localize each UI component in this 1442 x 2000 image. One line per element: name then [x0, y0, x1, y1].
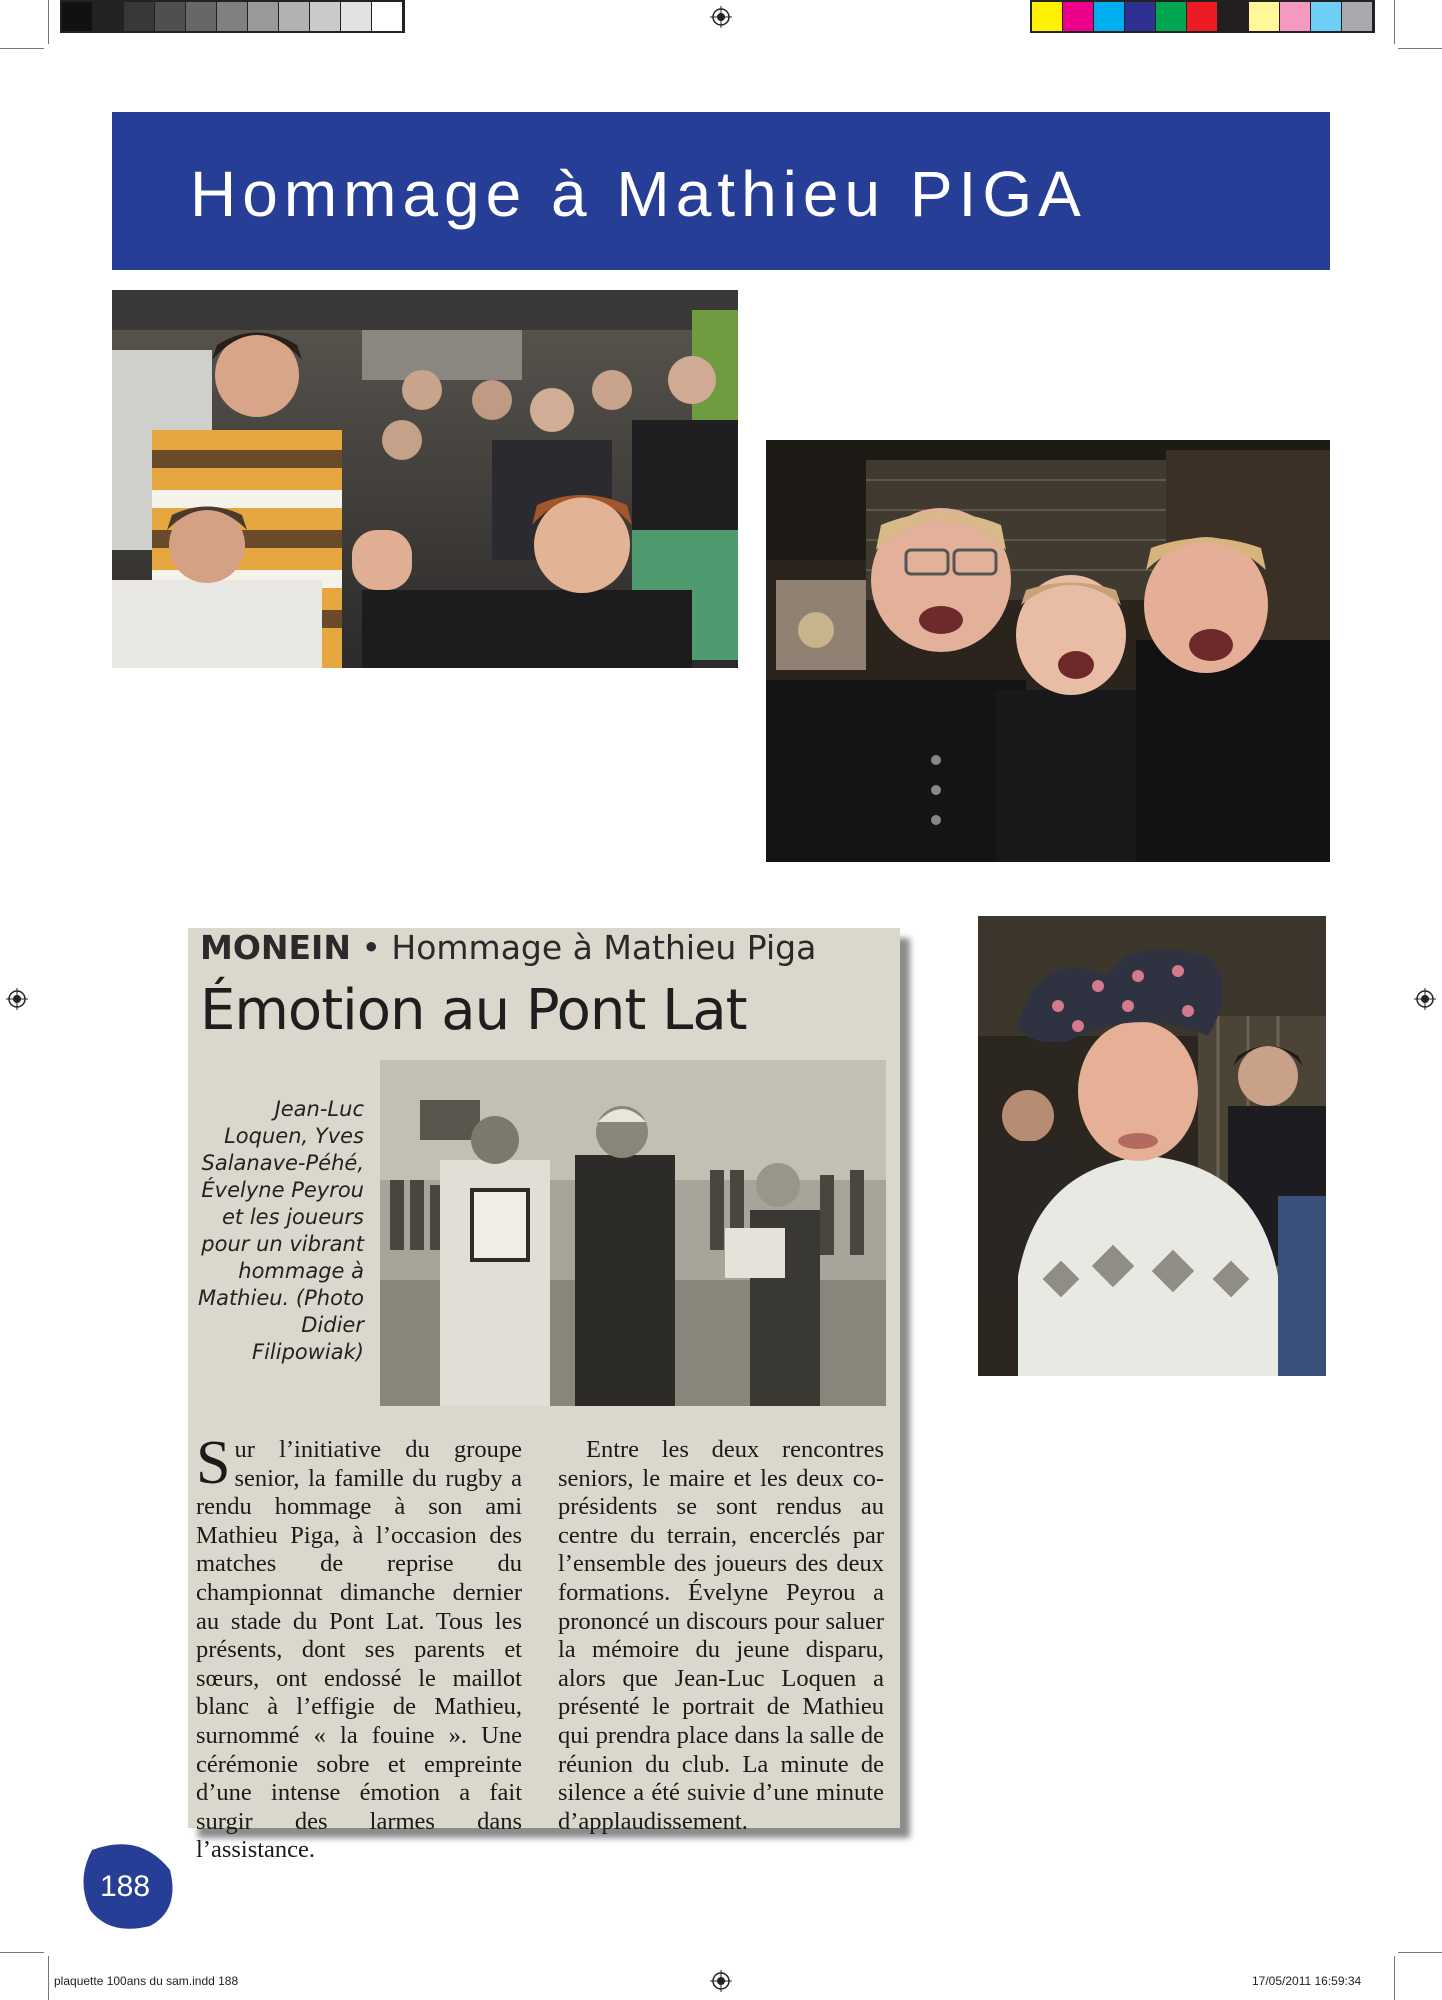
clipping-column-1-text: ur l’initiative du groupe senior, la famille du rugby a rendu hommage à son ami Mathieu Piga, à l’occasion des matches de reprise du championnat dimanche dernier au stade du Pont Lat. Tous les présents, dont ses parents et sœurs, ont endossé le maillot blanc à l’effigie de Mathieu, surnommé « la fouine ». Une cérémonie sobre et empreinte d’une intense émotion a fait surgir des larmes dans l’assistance. — [196, 1436, 522, 1864]
crop-mark — [0, 1952, 44, 1953]
gray-swatch-6 — [217, 2, 248, 31]
crop-mark — [48, 0, 49, 44]
crop-mark — [48, 1956, 49, 2000]
gray-swatch-10 — [341, 2, 372, 31]
registration-mark-top — [710, 6, 732, 28]
title-banner — [112, 112, 1330, 270]
clipping-headline: Émotion au Pont Lat — [200, 978, 747, 1043]
color-swatch-7 — [1218, 2, 1249, 31]
color-swatch-4 — [1125, 2, 1156, 31]
clipping-dropcap: S — [196, 1429, 231, 1497]
crop-mark — [1398, 1952, 1442, 1953]
color-swatch-5 — [1156, 2, 1187, 31]
clipping-kicker — [200, 928, 816, 967]
page-title: Hommage à Mathieu PIGA — [190, 158, 1087, 230]
clipping-photo-ceremony — [380, 1060, 886, 1406]
gray-swatch-5 — [186, 2, 217, 31]
gray-swatch-9 — [310, 2, 341, 31]
color-swatch-8 — [1249, 2, 1280, 31]
photo-man-with-hat — [978, 916, 1326, 1376]
gray-swatch-1 — [62, 2, 93, 31]
color-swatch-6 — [1187, 2, 1218, 31]
color-swatch-bar — [1030, 0, 1375, 33]
clipping-article-column-2: Entre les deux rencontres seniors, le maire et les deux co-présidents se sont rendus au centre du terrain, encerclés par l’ensemble des joueurs des deux formations. Évelyne Peyrou a prononcé un discours pour saluer la mémoire du jeune disparu, alors que Jean-Luc Loquen a présenté le portrait de Mathieu qui prendra place dans la salle de réunion du club. La minute de silence a été suivie d’une minute d’applaudissement. — [558, 1436, 884, 1835]
photo-bus-group — [112, 290, 738, 668]
clipping-article-column-1 — [196, 1429, 522, 1865]
crop-mark — [1398, 48, 1442, 49]
gray-swatch-8 — [279, 2, 310, 31]
crop-mark — [1394, 1956, 1395, 2000]
color-swatch-2 — [1063, 2, 1094, 31]
clipping-kicker-town: MONEIN — [200, 928, 351, 967]
registration-mark-bottom — [710, 1970, 732, 1992]
gray-swatch-2 — [93, 2, 124, 31]
crop-mark — [0, 48, 44, 49]
color-swatch-1 — [1032, 2, 1063, 31]
color-swatch-3 — [1094, 2, 1125, 31]
color-swatch-11 — [1342, 2, 1373, 31]
slug-filename: plaquette 100ans du sam.indd 188 — [54, 1974, 239, 1988]
slug-timestamp: 17/05/2011 16:59:34 — [1252, 1974, 1362, 1988]
gray-swatch-4 — [155, 2, 186, 31]
gray-swatch-11 — [372, 2, 403, 31]
gray-swatch-7 — [248, 2, 279, 31]
registration-mark-right — [1414, 988, 1436, 1010]
gray-swatch-bar — [60, 0, 405, 33]
newspaper-clipping — [188, 928, 900, 1864]
registration-mark-left — [6, 988, 28, 1010]
photo-three-friends — [766, 440, 1330, 862]
clipping-photo-caption: Jean-Luc Loquen, Yves Salanave-Péhé, Évelyne Peyrou et les joueurs pour un vibrant hommage à Mathieu. (Photo Didier Filipowiak) — [197, 1097, 364, 1364]
page-number: 188 — [100, 1870, 151, 1903]
crop-mark — [1394, 0, 1395, 44]
clipping-kicker-subject: • Hommage à Mathieu Piga — [350, 928, 817, 967]
color-swatch-10 — [1311, 2, 1342, 31]
color-swatch-9 — [1280, 2, 1311, 31]
gray-swatch-3 — [124, 2, 155, 31]
